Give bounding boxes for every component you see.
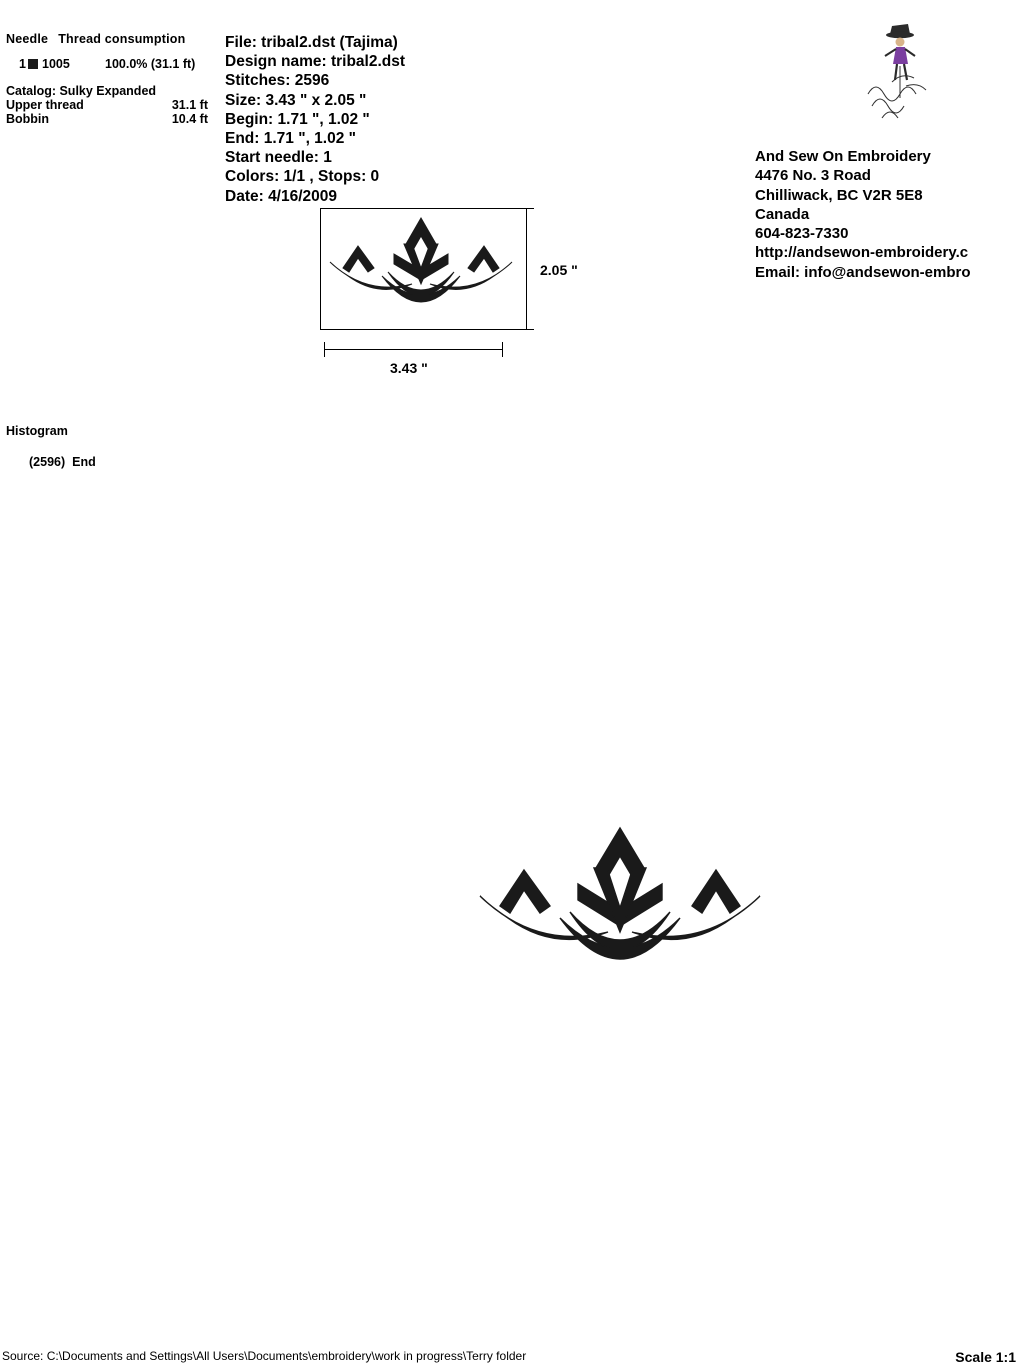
thread-percent: 100.0% (31.1 ft) xyxy=(105,57,196,71)
begin-line: Begin: 1.71 ", 1.02 " xyxy=(225,110,370,128)
size-line: Size: 3.43 " x 2.05 " xyxy=(225,91,367,109)
end-line: End: 1.71 ", 1.02 " xyxy=(225,130,357,148)
width-dimension-line xyxy=(324,349,502,350)
catalog-label: Catalog: Sulky Expanded xyxy=(6,84,157,98)
company-logo-icon xyxy=(862,22,948,130)
upper-thread-value: 31.1 ft xyxy=(171,98,208,112)
bobbin-row xyxy=(6,112,221,126)
company-email[interactable]: Email: info@andsewon-embro xyxy=(755,263,971,281)
column-header-thread-consumption: Thread consumption xyxy=(58,32,186,46)
company-address-line2: Chilliwack, BC V2R 5E8 xyxy=(755,186,923,204)
design-preview-with-dimensions xyxy=(320,208,590,376)
height-dimension-line xyxy=(526,208,527,330)
bobbin-value: 10.4 ft xyxy=(171,112,208,126)
thread-color-swatch xyxy=(28,59,38,69)
histogram-title: Histogram xyxy=(6,424,68,438)
height-dimension-label: 2.05 " xyxy=(540,262,578,278)
needle-thread-table xyxy=(6,32,221,126)
colors-line: Colors: 1/1 , Stops: 0 xyxy=(225,168,380,186)
upper-thread-label: Upper thread xyxy=(6,98,84,112)
company-address-block xyxy=(755,147,970,282)
design-preview-art xyxy=(322,210,520,326)
date-line: Date: 4/16/2009 xyxy=(225,187,338,205)
needle-index: 1 xyxy=(19,57,26,71)
width-dimension-tick-right xyxy=(502,342,503,357)
histogram-end-count: (2596) xyxy=(29,455,66,469)
design-full-scale-art xyxy=(470,818,770,998)
thread-code: 1005 xyxy=(42,57,70,71)
upper-thread-row xyxy=(6,98,221,112)
footer-source-path: Source: C:\Documents and Settings\All Users\Documents\embroidery\work in progress\Terry folder xyxy=(2,1349,527,1363)
histogram-end-row xyxy=(29,455,96,469)
company-country: Canada xyxy=(755,205,810,223)
width-dimension-tick-left xyxy=(324,342,325,357)
width-dimension-label: 3.43 " xyxy=(390,360,428,376)
design-name-line: Design name: tribal2.dst xyxy=(225,53,406,71)
company-website[interactable]: http://andsewon-embroidery.c xyxy=(755,244,969,262)
file-line: File: tribal2.dst (Tajima) xyxy=(225,34,398,51)
footer-scale-label: Scale 1:1 xyxy=(955,1349,1016,1365)
design-file-info xyxy=(225,33,405,206)
company-address-line1: 4476 No. 3 Road xyxy=(755,167,871,185)
table-row xyxy=(6,57,221,71)
height-dimension-tick-top xyxy=(519,208,534,209)
start-needle-line: Start needle: 1 xyxy=(225,149,332,167)
company-phone: 604-823-7330 xyxy=(755,225,849,243)
bobbin-label: Bobbin xyxy=(6,112,50,126)
company-name: And Sew On Embroidery xyxy=(755,148,931,165)
column-header-needle: Needle xyxy=(6,32,49,46)
height-dimension-tick-bottom xyxy=(519,329,534,330)
stitches-line: Stitches: 2596 xyxy=(225,72,330,90)
histogram-end-label: End xyxy=(72,455,96,469)
needle-table-header xyxy=(6,32,221,46)
